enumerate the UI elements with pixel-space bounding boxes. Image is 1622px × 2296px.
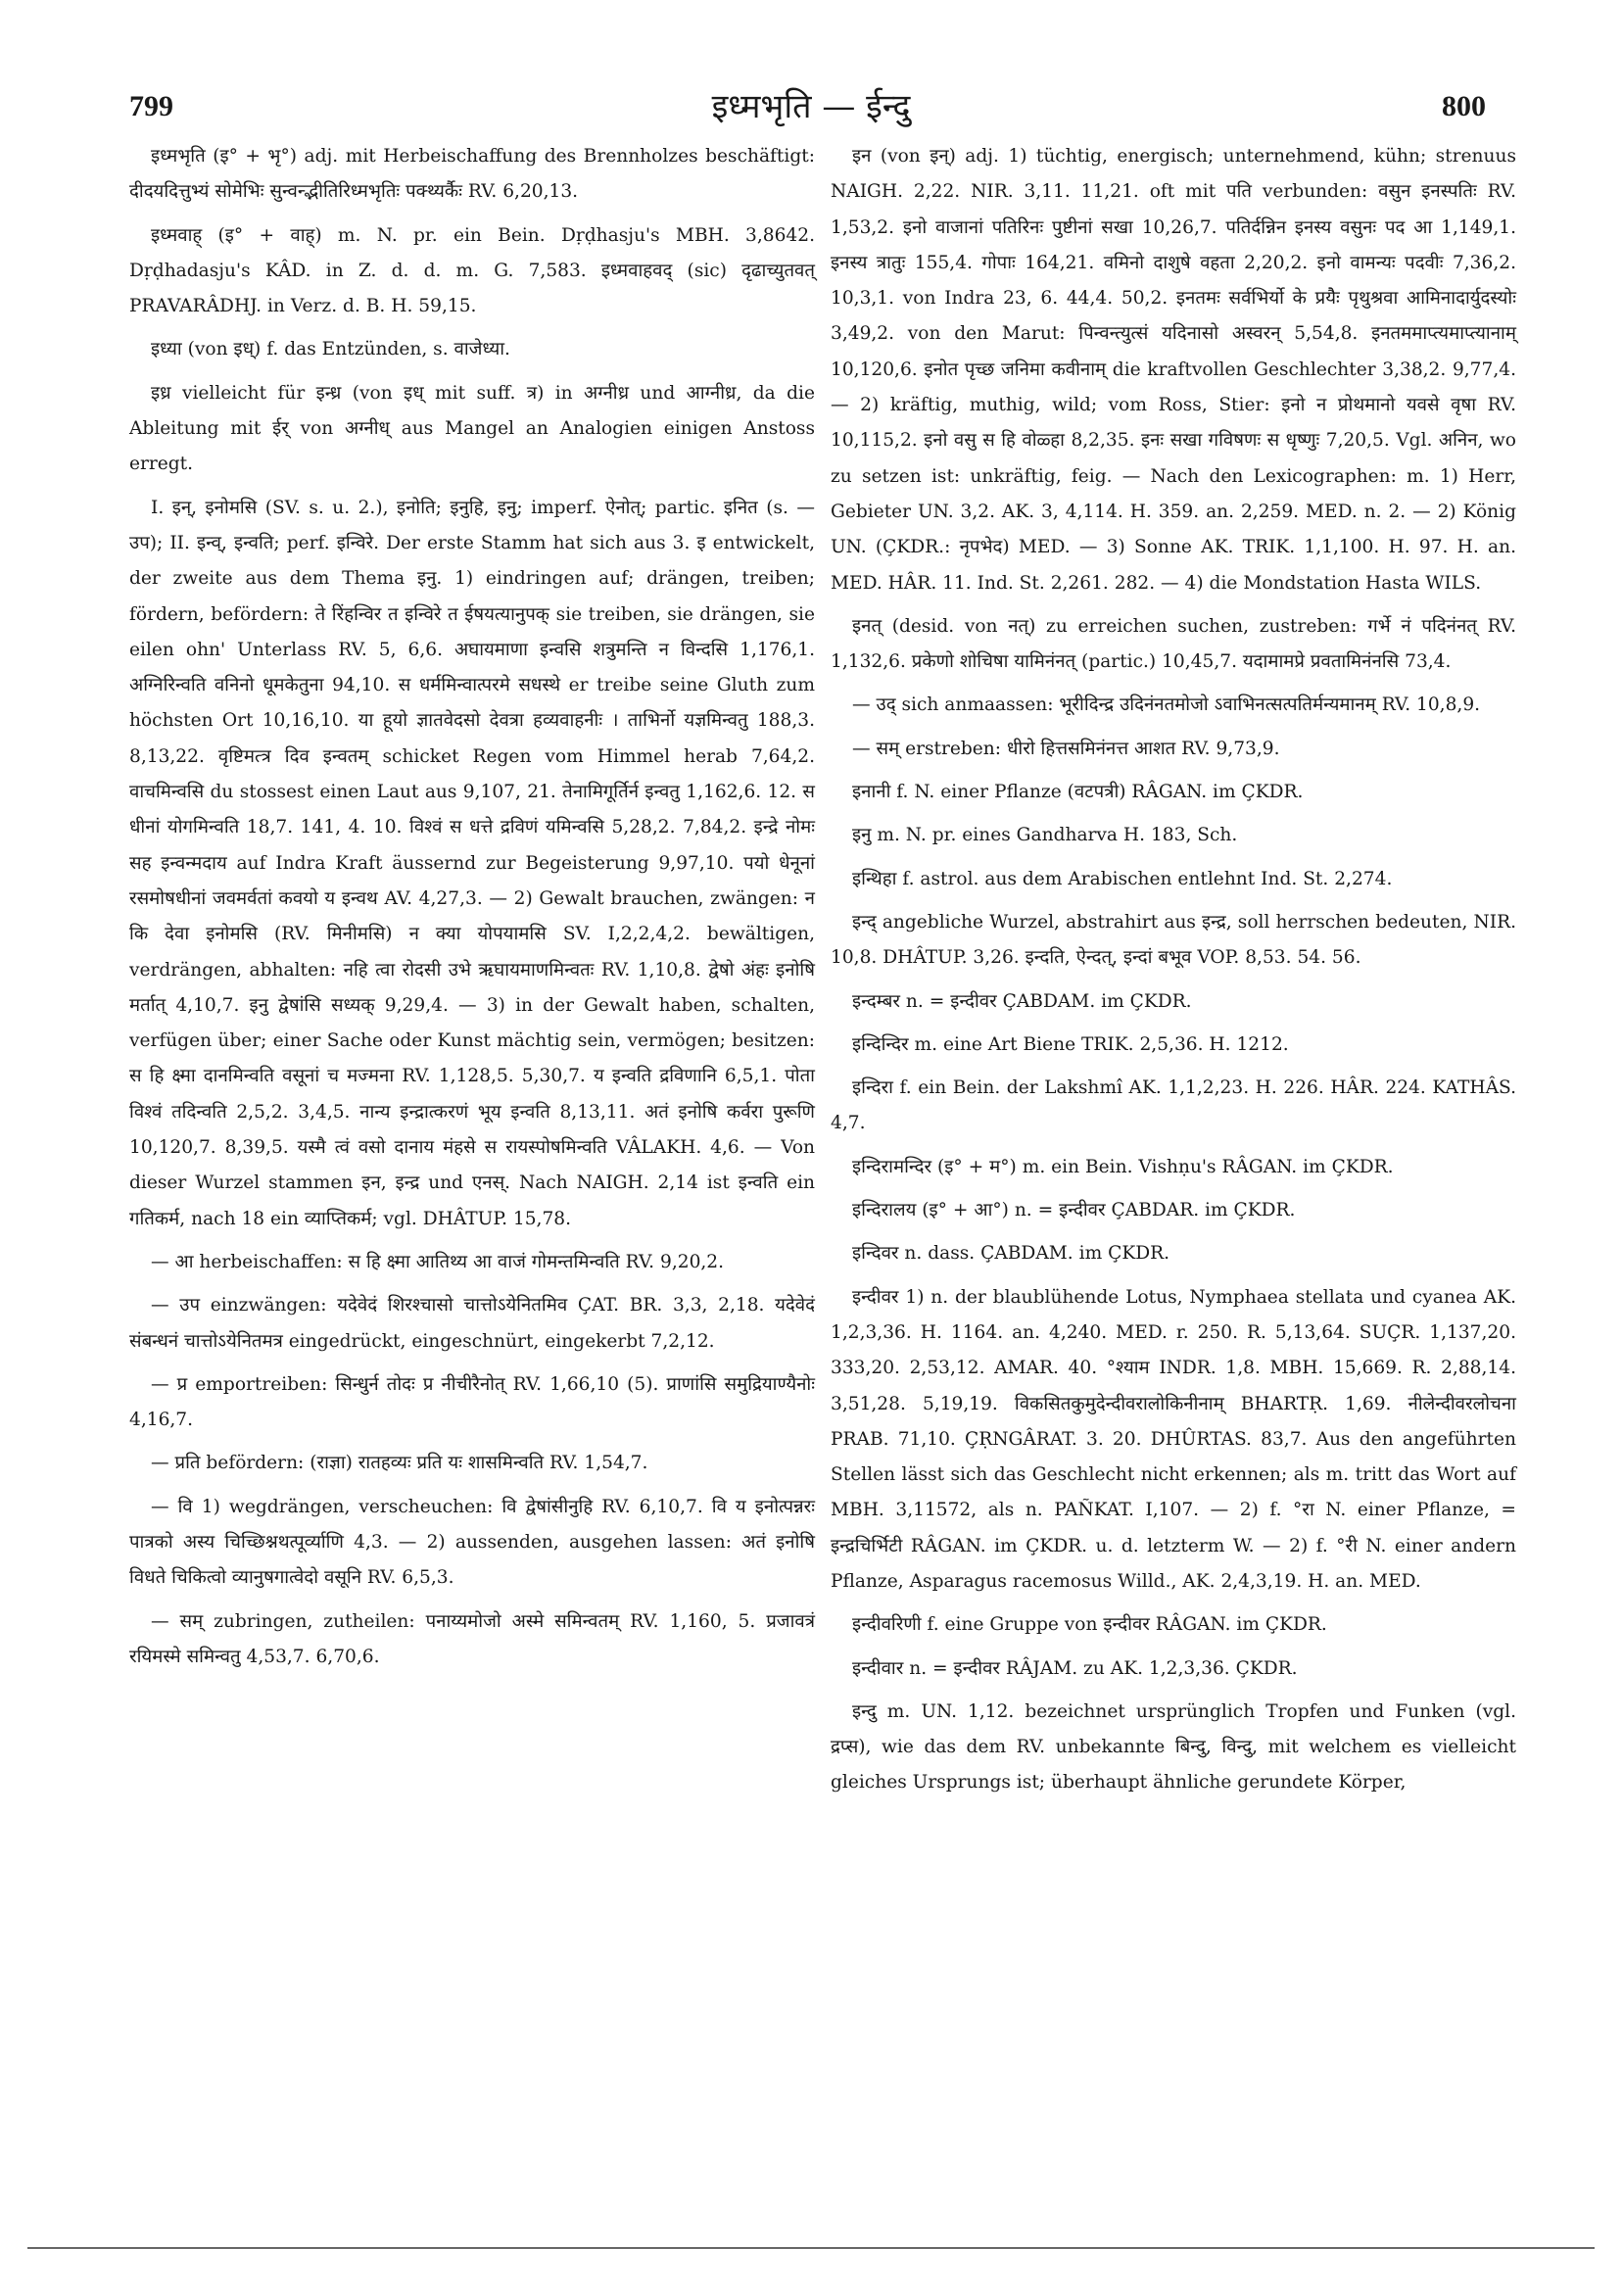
entry-indiramandira: इन्दिरामन्दिर (इ° + म°) m. ein Bein. Vishṇu's RÂGAN. im ÇKDR. [852,1156,1394,1177]
entry-indivara: इन्दीवर 1) n. der blaublühende Lotus, Nymphaea stellata und cyanea AK. 1,2,3,36. H. 1164. an. 4,240. MED. r. 250. R. 5,13,64. SUÇR. 1,137,20. 333,20. 2,53,12. AMAR. 40. °श्याम INDR. 1,8. MBH. 15,669. R. 2,88,14. 3,51,28. 5,19,19. विकसितकुमुदेन्दीवरालोकिनीनाम् BHARTṚ. 1,69. नीलेन्दीवरलोचना PRAB. 71,10. ÇṚNGÂRAT. 3. 20. DHÛRTAS. 83,7. Aus den angeführten Stellen lässt sich das Geschlecht nicht erkennen; als m. tritt das Wort auf MBH. 3,11572, als n. PAÑKAT. I,107. — 2) f. °रा N. einer Pflanze, = इन्द्रचिर्भिटी RÂGAN. im ÇKDR. u. d. letzterm W. — 2) f. °री N. einer andern Pflanze, Asparagus racemosus Willd., AK. 2,4,3,19. H. an. MED. [831,1286,1516,1592]
left-column [129,139,815,1683]
entry-indivara-short: इन्दिवर n. dass. ÇABDAM. im ÇKDR. [852,1243,1170,1265]
bottom-rule [27,2247,1595,2249]
entry-in-vi: — वि 1) wegdrängen, verscheuchen: वि द्वेषांसीनुहि RV. 6,10,7. वि य इनोत्पन्नरः पात्रको अस्य चिच्छिश्नथत्पूर्व्याणि 4,3. — 2) aussenden, ausgehen lassen: अतं इनोषि विधते चिकित्वो व्यानुषगात्वेदो वसूनि RV. 6,5,3. [129,1496,815,1589]
entry-idhmavah: इध्मवाह् (इ° + वाह्) m. N. pr. ein Bein. Dṛḍhasju's MBH. 3,8642. Dṛḍhadasju's KÂD. in Z. d. d. m. G. 7,583. इध्मवाहवद् (sic) दृढाच्युतवत् PRAVARÂDHJ. in Verz. d. B. H. 59,15. [129,224,815,317]
entry-indu: इन्दु m. UN. 1,12. bezeichnet ursprünglich Tropfen und Funken (vgl. द्रप्स), wie das dem RV. unbekannte बिन्दु, विन्दु, mit welchem es vielleicht gleiches Ursprungs ist; überhaupt ähnliche gerundete Körper, [831,1700,1516,1794]
entry-in-upa: — उप einzwängen: यदेवेदं शिरश्चासो चात्तोऽयेनितमिव ÇAT. BR. 3,3, 2,18. यदेवेदं संबन्धनं चात्तोऽयेनितमत्र eingedrückt, eingeschnürt, eingekerbt 7,2,12. [129,1295,815,1352]
entry-in-sam: — सम् zubringen, zutheilen: पनाय्यमोजो अस्मे समिन्वतम् RV. 1,160, 5. प्रजावत्रं रयिमस्मे समिन्वतु 4,53,7. 6,70,6. [129,1610,815,1667]
entry-inakṣ-sam: — सम् erstreben: धीरो हित्तसमिनंनत्त आशत RV. 9,73,9. [852,738,1280,759]
entry-ina: इन (von इन्) adj. 1) tüchtig, energisch; unternehmend, kühn; strenuus NAIGH. 2,22. NIR. 3,11. 11,21. oft mit पति verbunden: वसुन इनस्पतिः RV. 1,53,2. इनो वाजानां पतिरिनः पुष्टीनां सखा 10,26,7. पतिर्दन्निन इनस्य वसुनः पद आ 1,149,1. इनस्य त्रातुः 155,4. गोपाः 164,21. वमिनो दाशुषे वहता 2,20,2. इनो वामन्यः पदवीः 7,36,2. 10,3,1. von Indra 23, 6. 44,4. 50,2. इनतमः सर्वभिर्यो के प्रयेैः पृथुश्रवा आमिनादार्युदस्योः 3,49,2. von den Marut: पिन्वन्त्युत्सं यदिनासो अस्वरन् 5,54,8. इनतममाप्त्यमाप्त्यानाम् 10,120,6. इनोत पृच्छ जनिमा कवीनाम् die kraftvollen Geschlechter 3,38,2. 9,77,4. — 2) kräftig, muthig, wild; vom Ross, Stier: इनो न प्रोथमानो यवसे वृषा RV. 10,115,2. इनो वसु स हि वोळ्हा 8,2,35. इनः सखा गविषणः स धृष्णुः 7,20,5. Vgl. अनिन, wo zu setzen ist: unkräftig, feig. — Nach den Lexicographen: m. 1) Herr, Gebieter UN. 3,2. AK. 3, 4,114. H. 359. an. 2,259. MED. n. 2. — 2) König UN. (ÇKDR.: नृपभेद) MED. — 3) Sonne AK. TRIK. 1,1,100. H. 97. H. an. MED. HÂR. 11. Ind. St. 2,261. 282. — 4) die Mondstation Hasta WILS. [831,146,1517,594]
entry-idhra: इध्र vielleicht für इन्ध्र (von इध् mit suff. त्र) in अग्नीध्र und आग्नीध्र, da die Ableitung mit ईर् von अग्नीध् aus Mangel an Analogien einigen Anstoss erregt. [129,382,815,475]
right-column [831,139,1516,1809]
entry-inakṣ: इनत् (desid. von नत्) zu erreichen suchen, zustreben: गर्भे नं पदिनंनत् RV. 1,132,6. प्रकेणो शोचिषा यामिनंनत् (partic.) 10,45,7. यदामामप्रे प्रवतामिनंनसि 73,4. [831,615,1516,673]
entry-inthiha: इन्थिहा f. astrol. aus dem Arabischen entlehnt Ind. St. 2,274. [852,868,1393,889]
entry-idhya: इध्या (von इध्) f. das Entzünden, s. वाजेध्या. [151,339,510,360]
running-head: इध्मभृति — ईन्दु [711,87,911,126]
entry-inakṣ-ud: — उद् sich anmaassen: भूरीदिन्द्र उदिनंनतमोजो ऽवाभिनत्सत्पतिर्मन्यमानम् RV. 10,8,9. [852,694,1481,716]
entry-root-in: I. इन्, इनोमसि (SV. s. u. 2.), इनोति; इनुहि, इनु; imperf. ऐनोत्; partic. इनित (s. — उप); II. इन्व्, इन्वति; perf. इन्विरे. Der erste Stamm hat sich aus 3. इ entwickelt, der zweite aus dem Thema इनु. 1) eindringen auf; drängen, treiben; fördern, befördern: ते रिंहन्विर त इन्विरे त ईषयत्यानुपक् sie treiben, sie drängen, sie eilen ohn' Unterlass RV. 5, 6,6. अघायमाणा इन्वसि शत्रुमन्ति न विन्दसि 1,176,1. अग्निरिन्वति वनिनो धूमकेतुना 94,10. स धर्ममिन्वात्परमे सधस्थे er treibe seine Gluth zum höchsten Ort 10,16,10. या हूयो ज्ञातवेदसो देवत्रा हव्यवाहनीः । ताभिर्नो यज्ञमिन्वतु 188,3. 8,13,22. वृष्टिमत्त्र दिव इन्वतम् schicket Regen vom Himmel herab 7,64,2. वाचमिन्वसि du stossest einen Laut aus 9,107, 21. तेनामिगूर्तिर्न इन्वतु 1,162,6. 12. स धीनां योगमिन्वति 18,7. 141, 4. 10. विश्वं स धत्ते द्रविणं यमिन्वसि 5,28,2. 7,84,2. इन्द्रे नोमः सह इन्वन्मदाय auf Indra Kraft äussernd zur Begeisterung 9,97,10. पयो धेनूनां रसमोषधीनां जवमर्वतां कवयो य इन्वथ AV. 4,27,3. — 2) Gewalt brauchen, zwängen: न कि देवा इनोमसि (RV. मिनीमसि) न क्या योपयामसि SV. I,2,2,4,2. bewältigen, verdrängen, abhalten: नहि त्वा रोदसी उभे ऋघायमाणमिन्वतः RV. 1,10,8. द्वेषो अंहः इनोषि मर्तात् 4,10,7. इनु द्वेषांसि सध्यक् 9,29,4. — 3) in der Gewalt haben, schalten, verfügen über; einer Sache oder Kunst mächtig sein, vermögen; besitzen: स हि क्ष्मा दानमिन्वति वसूनां च मज्मना RV. 1,128,5. 5,30,7. य इन्वति द्रविणानि 6,5,1. पोता विश्वं तदिन्वति 2,5,2. 3,4,5. नान्य इन्द्रात्करणं भूय इन्वति 8,13,11. अतं इनोषि कर्वरा पुरूणि 10,120,7. 8,39,5. यस्मै त्वं वसो दानाय मंहसे स रायस्पोषमिन्वति VÂLAKH. 4,6. — Von dieser Wurzel stammen इन, इन्द्र und एनस्. Nach NAIGH. 2,14 ist इन्वति ein गतिकर्म, nach 18 ein व्याप्तिकर्म; vgl. DHÂTUP. 15,78. [129,497,815,1229]
entry-indambara: इन्दम्बर n. = इन्दीवर ÇABDAM. im ÇKDR. [852,990,1192,1012]
entry-inani: इनानी f. N. einer Pflanze (वटपत्री) RÂGAN. im ÇKDR. [852,782,1304,803]
entry-inu: इनु m. N. pr. eines Gandharva H. 183, Sch. [852,825,1238,846]
page-number-right: 800 [1442,90,1486,122]
entry-indivarini: इन्दीवरिणी f. eine Gruppe von इन्दीवर RÂGAN. im ÇKDR. [852,1614,1327,1636]
entry-indira: इन्दिरा f. ein Bein. der Lakshmî AK. 1,1,2,23. H. 226. HÂR. 224. KATHÂS. 4,7. [831,1077,1516,1134]
entry-indindira: इन्दिन्दिर m. eine Art Biene TRIK. 2,5,36. H. 1212. [852,1033,1289,1055]
entry-indiralaya: इन्दिरालय (इ° + आ°) n. = इन्दीवर ÇABDAR. im ÇKDR. [852,1200,1296,1221]
page-number-left: 799 [129,90,173,122]
entry-indivara-n: इन्दीवार n. = इन्दीवर RÂJAM. zu AK. 1,2,3,36. ÇKDR. [852,1657,1298,1679]
entry-idhmabhrti: इध्मभृति (इ° + भृ°) adj. mit Herbeischaffung des Brennholzes beschäftigt: दीदयदित्तुभ्यं सोमेभिः सुन्वन्द्भीतिरिध्मभृतिः पक्थ्यर्कैः RV. 6,20,13. [129,146,815,203]
entry-in-prati: — प्रति befördern: (राज्ञा) रातहव्यः प्रति यः शासमिन्वति RV. 1,54,7. [151,1453,648,1474]
entry-in-aa: — आ herbeischaffen: स हि क्ष्मा आतिथ्य आ वाजं गोमन्तमिन्वति RV. 9,20,2. [151,1251,725,1272]
entry-in-pra: — प्र emportreiben: सिन्धुर्न तोदः प्र नीचीरैनोत् RV. 1,66,10 (5). प्राणांसि समुद्रियाण्यैनोः 4,16,7. [129,1373,815,1431]
entry-ind: इन्द् angebliche Wurzel, abstrahirt aus इन्द्र, soll herrschen bedeuten, NIR. 10,8. DHÂTUP. 3,26. इन्दति, ऐन्दत्, इन्दां बभूव VOP. 8,53. 54. 56. [831,911,1516,969]
